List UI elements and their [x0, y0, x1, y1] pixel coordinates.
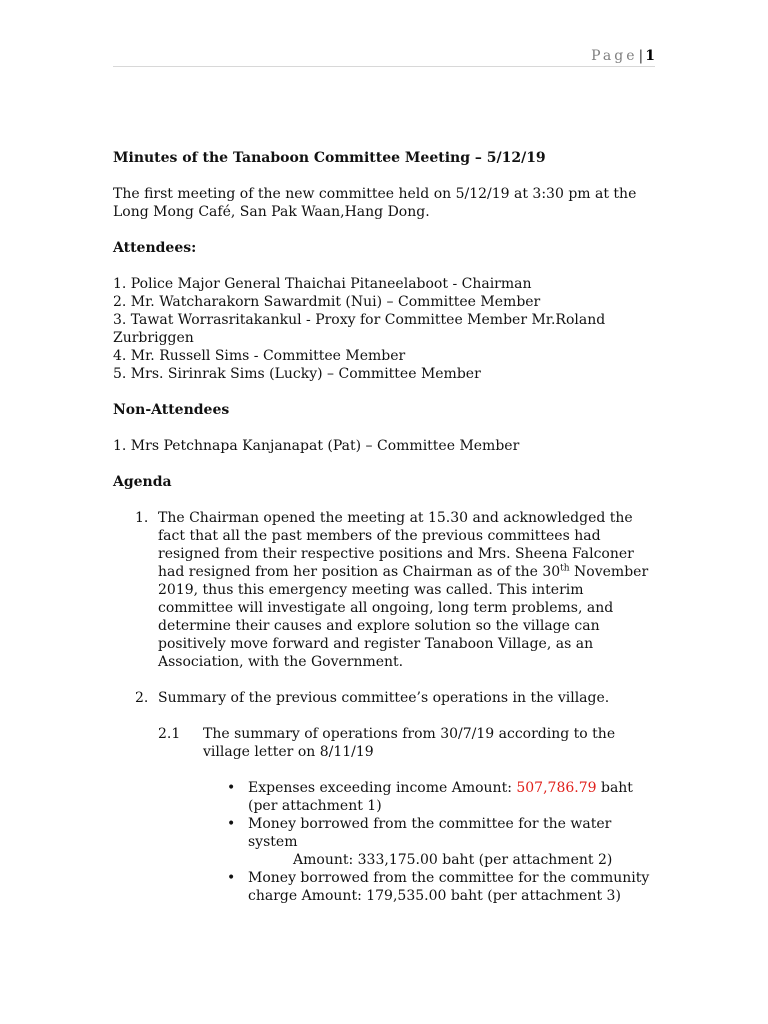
attendee-item: 2. Mr. Watcharakorn Sawardmit (Nui) – Committee Member	[113, 294, 541, 310]
agenda-item-2	[113, 689, 658, 707]
bullet-item-water	[227, 815, 658, 869]
bullet-icon: •	[227, 870, 236, 886]
document-title: Minutes of the Tanaboon Committee Meeting – 5/12/19	[113, 150, 546, 166]
ordinal-suffix: th	[560, 563, 570, 574]
bullet-list	[113, 779, 658, 905]
bullet-text: Amount: 333,175.00 baht (per attachment 2)	[293, 852, 613, 868]
bullet-icon: •	[227, 780, 236, 796]
attendee-item: 3. Tawat Worrasritakankul - Proxy for Committee Member Mr.Roland Zurbriggen	[113, 312, 606, 346]
attendee-item: 5. Mrs. Sirinrak Sims (Lucky) – Committee Member	[113, 366, 481, 382]
bullet-text: baht (per attachment 1)	[248, 780, 633, 814]
header-separator: |	[638, 48, 644, 64]
attendee-item: 4. Mr. Russell Sims - Committee Member	[113, 348, 406, 364]
intro-paragraph: The first meeting of the new committee held on 5/12/19 at 3:30 pm at the Long Mong Café, San Pak Waan,Hang Dong.	[113, 186, 637, 220]
page-label: Page	[591, 48, 638, 64]
bullet-text: Expenses exceeding income Amount:	[248, 780, 517, 796]
subitem-number: 2.1	[158, 726, 181, 742]
highlighted-amount: 507,786.79	[516, 780, 597, 796]
agenda-number: 1.	[135, 510, 149, 526]
non-attendee-item: 1. Mrs Petchnapa Kanjanapat (Pat) – Committee Member	[113, 438, 520, 454]
bullet-item-expenses	[227, 779, 658, 815]
non-attendees-heading: Non-Attendees	[113, 402, 230, 418]
agenda-number: 2.	[135, 690, 149, 706]
agenda-subitem-2-1	[113, 725, 658, 761]
attendee-item: 1. Police Major General Thaichai Pitaneelaboot - Chairman	[113, 276, 532, 292]
document-body	[113, 149, 658, 905]
bullet-text: charge Amount: 179,535.00 baht (per attachment 3)	[248, 888, 621, 904]
page-header	[113, 46, 655, 67]
bullet-text: Money borrowed from the committee for the community	[248, 870, 650, 886]
bullet-item-community	[227, 869, 658, 905]
attendees-heading: Attendees:	[113, 240, 197, 256]
agenda-text-part2: November 2019, thus this emergency meeting was called. This interim committee will investigate all ongoing, long term problems, and determine their causes and explore solution so the village can positively move forward and register Tanaboon Village, as an Association, with the Government.	[158, 564, 649, 670]
page-number: 1	[645, 48, 655, 64]
bullet-text: Money borrowed from the committee for the water system	[248, 816, 612, 850]
agenda-text: Summary of the previous committee’s operations in the village.	[158, 690, 610, 706]
agenda-heading: Agenda	[113, 474, 172, 490]
attendees-list	[113, 275, 658, 383]
subitem-text: The summary of operations from 30/7/19 according to the village letter on 8/11/19	[203, 726, 616, 760]
agenda-item-1	[113, 509, 658, 671]
bullet-icon: •	[227, 816, 236, 832]
agenda-text-part1: The Chairman opened the meeting at 15.30 and acknowledged the fact that all the past members of the previous committees had resigned from their respective positions and Mrs. Sheena Falconer had resigned from her position as Chairman as of the 30	[158, 510, 634, 580]
